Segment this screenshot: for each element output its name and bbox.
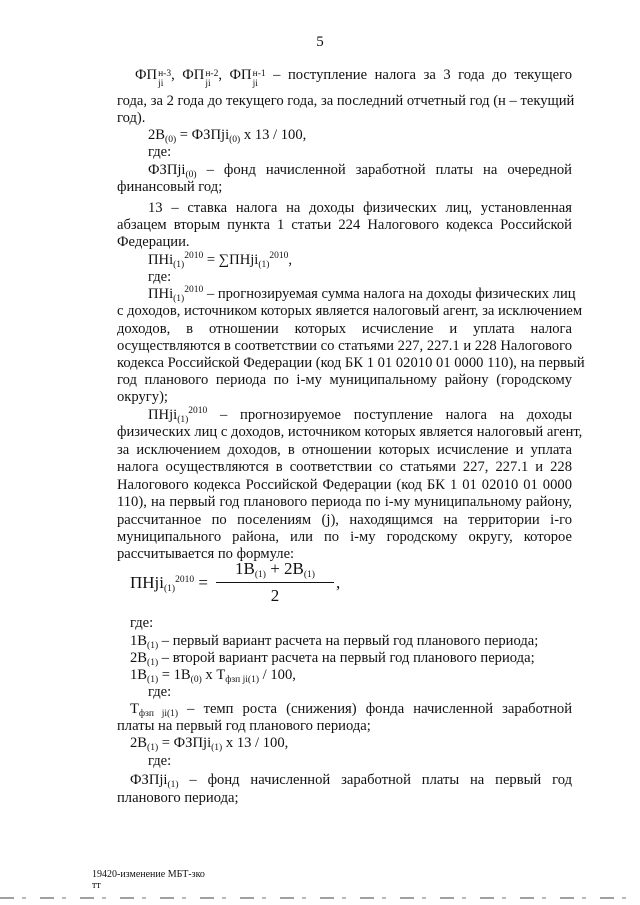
text-line: доходов, в отношении которых исчисление и уплата налога: [117, 321, 572, 337]
text-line: Федерации.: [117, 234, 190, 250]
where-label: где:: [148, 684, 172, 700]
page-number: 5: [316, 34, 324, 50]
formula-pni: ПНi$_{(1)}^{2010}$ = ∑ПНji$_{(1)}^{2010}$,: [148, 251, 293, 270]
where-label: где:: [148, 144, 172, 160]
definition-tfzp: $Т_{фзп ji(1)}$ – темп роста (снижения) фонда начисленной заработной: [130, 701, 572, 719]
fraction-lhs: ПНji$_{(1)}^{2010}$ =: [130, 573, 208, 594]
definition-2b1: $2В_{(1)}$ – второй вариант расчета на первый год планового периода;: [130, 650, 535, 668]
text-line: физических лиц с доходов, источником которых является налоговый агент,: [117, 424, 583, 440]
formula-2b0: $2В_{(0)}$ = ФЗПji$_{(0)}$ х 13 / 100,: [148, 127, 307, 145]
text-line: рассчитывается по формуле:: [117, 546, 295, 562]
fraction-numerator: $1В_{(1)} + 2В_{(1)}$: [235, 559, 315, 580]
formula-1b1: $1В_{(1)} = 1В_{(0)}$ х $Т_{фзп ji(1)} / 100$,: [130, 667, 296, 685]
text-line-1: ФП н-3 ji , ФП н-2 ji , ФП н-1 ji – поступление налога за 3 года до текущего: [135, 67, 572, 89]
text-line: 110), на первый год планового периода по i-му муниципальному району,: [117, 494, 572, 510]
text-line: с доходов, источником которых является налоговый агент, за исключением: [117, 303, 583, 319]
where-label: где:: [130, 615, 154, 631]
text-line: налога осуществляются в соответствии со статьями 227, 227.1 и 228: [117, 459, 572, 475]
formula-2b1: $2В_{(1)}$ = ФЗПji$_{(1)}$ х 13 / 100,: [130, 735, 289, 753]
fraction-comma: ,: [336, 573, 341, 592]
text-line: года, за 2 года до текущего года, за последний отчетный год (н – текущий: [117, 93, 575, 109]
text-line: абзацем вторым пункта 1 статьи 224 Налогового кодекса Российской: [117, 217, 572, 233]
fraction-bar: [216, 582, 334, 583]
footer-initials: тт: [92, 880, 101, 891]
symbol-fp-n2: ФП н-2 ji: [182, 67, 219, 89]
where-label: где:: [148, 269, 172, 285]
definition-fzp0: ФЗПji$_{(0)}$ – фонд начисленной заработной платы на очередной: [148, 162, 572, 180]
definition-fzp1: ФЗПji$_{(1)}$ – фонд начисленной заработной платы на первый год: [130, 772, 572, 790]
symbol-fp-n1: ФП н-1 ji: [229, 67, 266, 89]
symbol-fp-n3: ФП н-3 ji: [135, 67, 172, 89]
text-line: планового периода;: [117, 790, 239, 806]
text-line: муниципального района, или по i-му городскому округу, которое: [117, 529, 572, 545]
definition-1b1: $1В_{(1)}$ – первый вариант расчета на первый год планового периода;: [130, 633, 539, 651]
definition-rate-13: 13 – ставка налога на доходы физических лиц, установленная: [148, 200, 572, 216]
text-line: кодекса Российской Федерации (код БК 1 01 02010 01 0000 110), на первый: [117, 355, 585, 371]
text-line: округу);: [117, 389, 168, 405]
text-line: за исключением доходов, в отношении которых исчисление и уплата: [117, 442, 572, 458]
text-line: финансовый год;: [117, 179, 223, 195]
text-line: Налогового кодекса Российской Федерации (код БК 1 01 02010 01 0000: [117, 477, 572, 493]
text-line: платы на первый год планового периода;: [117, 718, 371, 734]
scan-edge-line: [0, 897, 640, 899]
text-line: осуществляются в соответствии со статьями 227, 227.1 и 228 Налогового: [117, 338, 572, 354]
text-line: год).: [117, 110, 146, 126]
where-label: где:: [148, 753, 172, 769]
text-line: год планового периода по i-му муниципальному району (городскому: [117, 372, 572, 388]
fraction-denominator: 2: [270, 586, 280, 605]
definition-pnji: ПНji$_{(1)}^{2010}$ – прогнозируемое поступление налога на доходы: [148, 406, 572, 425]
text-line: рассчитанное по поселениям (j), находящимся на территории i-го: [117, 512, 572, 528]
definition-pni: ПНi$_{(1)}^{2010}$ – прогнозируемая сумма налога на доходы физических лиц: [148, 285, 576, 304]
footer-file-name: 19420-изменение МБТ-зко: [92, 869, 205, 880]
